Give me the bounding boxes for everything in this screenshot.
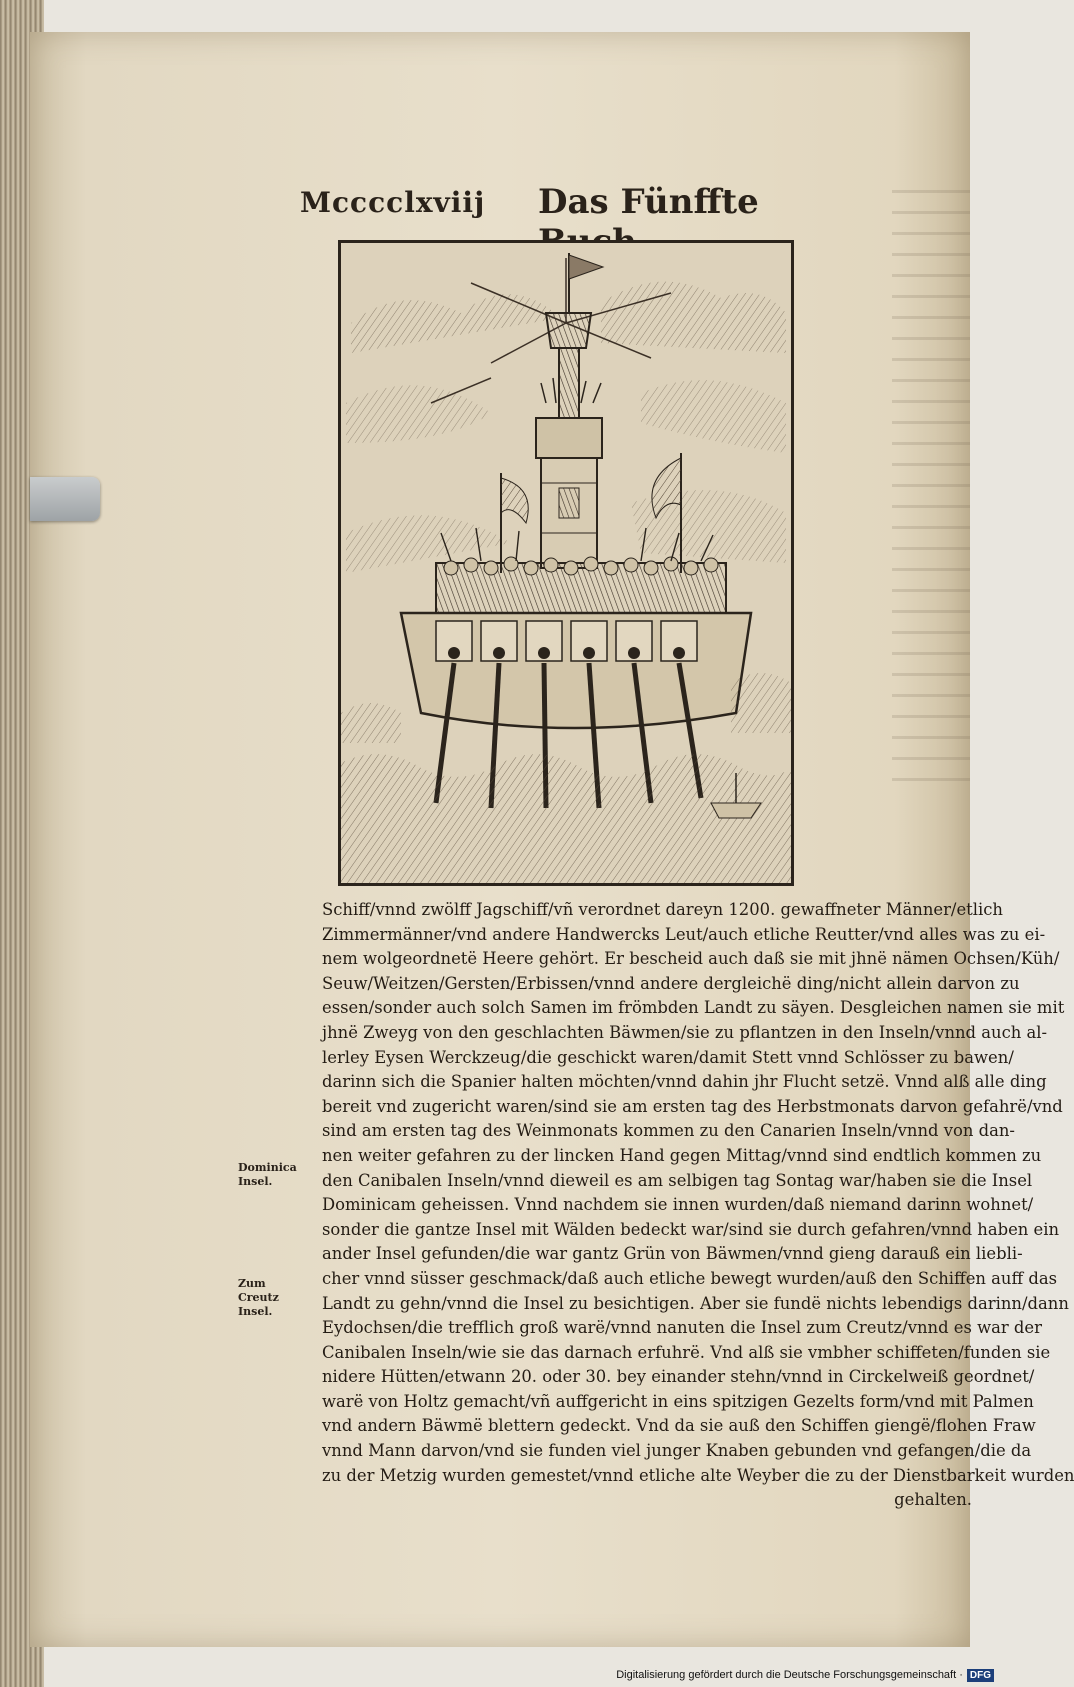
text-line: warë von Holtz gemacht/vñ auffgericht in eins spitzigen Gezelts form/vnd mit Palmen [322,1391,1034,1411]
text-line: essen/sonder auch solch Samen im frömbden Landt zu säyen. Desgleichen namen sie mit [322,998,1065,1018]
text-line: Dominicam geheissen. Vnnd nachdem sie innen wurden/daß niemand darinn wohnet/ [322,1195,1034,1215]
text-line: cher vnnd süsser geschmack/daß auch etliche bewegt wurden/auß den Schiffen auff das [322,1268,1058,1288]
text-line: nen weiter gefahren zu der lincken Hand gegen Mittag/vnnd sind endtlich kommen zu [322,1145,1042,1165]
footer-credit-text: Digitalisierung gefördert durch die Deutsche Forschungsgemeinschaft · [616,1669,963,1681]
page-clip [30,477,100,521]
body-text [322,898,1074,1513]
text-line: Canibalen Inseln/wie sie das darnach erfuhrë. Vnd alß sie vmbher schiffeten/funden sie [322,1342,1051,1362]
text-line: Zimmermänner/vnd andere Handwercks Leut/auch etliche Reutter/vnd alles was zu ei- [322,924,1046,944]
text-line: sind am ersten tag des Weinmonats kommen zu den Canarien Inseln/vnnd von dan- [322,1121,1015,1141]
dfg-logo: DFG [967,1669,994,1682]
text-line: Seuw/Weitzen/Gersten/Erbissen/vnnd andere dergleichë ding/nicht allein darvon zu [322,973,1020,993]
text-line: vnnd Mann darvon/vnd sie funden viel junger Knaben gebunden vnd gefangen/die da [322,1441,1032,1461]
marginal-note-zum-creutz: Zum Creutz Insel. [238,1277,279,1318]
show-through-text [892,172,970,792]
marginal-note-dominica: Dominica Insel. [238,1161,297,1188]
text-line: zu der Metzig wurden gemestet/vnnd etliche alte Weyber die zu der Dienstbarkeit wurden [322,1465,1074,1485]
text-line: bereit vnd zugericht waren/sind sie am ersten tag des Herbstmonats darvon gefahrë/vnd [322,1096,1063,1116]
woodcut-illustration [338,240,794,886]
text-line-catchword: gehalten. [894,1490,972,1510]
text-line: nidere Hütten/etwann 20. oder 30. bey einander stehn/vnnd in Circkelweiß geordnet/ [322,1367,1035,1387]
folio-number: Mcccclxviij [300,186,486,219]
book-page [30,32,1074,1647]
digitization-footer [616,1667,994,1683]
text-line: ander Insel gefunden/die war gantz Grün von Bäwmen/vnnd gieng darauß ein liebli- [322,1244,1023,1264]
text-line: darinn sich die Spanier halten möchten/vnnd dahin jhr Flucht setzë. Vnnd alß alle ding [322,1072,1047,1092]
text-line: nem wolgeordnetë Heere gehört. Er bescheid auch daß sie mit jhnë nämen Ochsen/Küh/ [322,949,1060,969]
text-line: Eydochsen/die trefflich groß warë/vnnd nanuten die Insel zum Creutz/vnnd es war der [322,1318,1042,1338]
text-line: sonder die gantze Insel mit Wälden bedeckt war/sind sie durch gefahren/vnnd haben ein [322,1219,1060,1239]
text-line: den Canibalen Inseln/vnnd dieweil es am selbigen tag Sontag war/haben sie die Insel [322,1170,1033,1190]
text-line: jhnë Zweyg von den geschlachten Bäwmen/sie zu pflantzen in den Inseln/vnnd auch al- [322,1022,1048,1042]
running-title: Das Fünffte [538,182,759,222]
text-line: lerley Eysen Werckzeug/die geschickt waren/damit Stett vnnd Schlösser zu bawen/ [322,1047,1014,1067]
ship-tower-woodcut [341,243,791,883]
text-line: vnd andern Bäwmë blettern gedeckt. Vnd da sie auß den Schiffen giengë/flohen Fraw [322,1416,1036,1436]
text-line: Schiff/vnnd zwölff Jagschiff/vñ verordnet dareyn 1200. gewaffneter Männer/etlich [322,900,1003,919]
text-line: Landt zu gehn/vnnd die Insel zu besichtigen. Aber sie fundë nichts lebendigs darinn/dann [322,1293,1069,1313]
page-header [300,182,800,232]
